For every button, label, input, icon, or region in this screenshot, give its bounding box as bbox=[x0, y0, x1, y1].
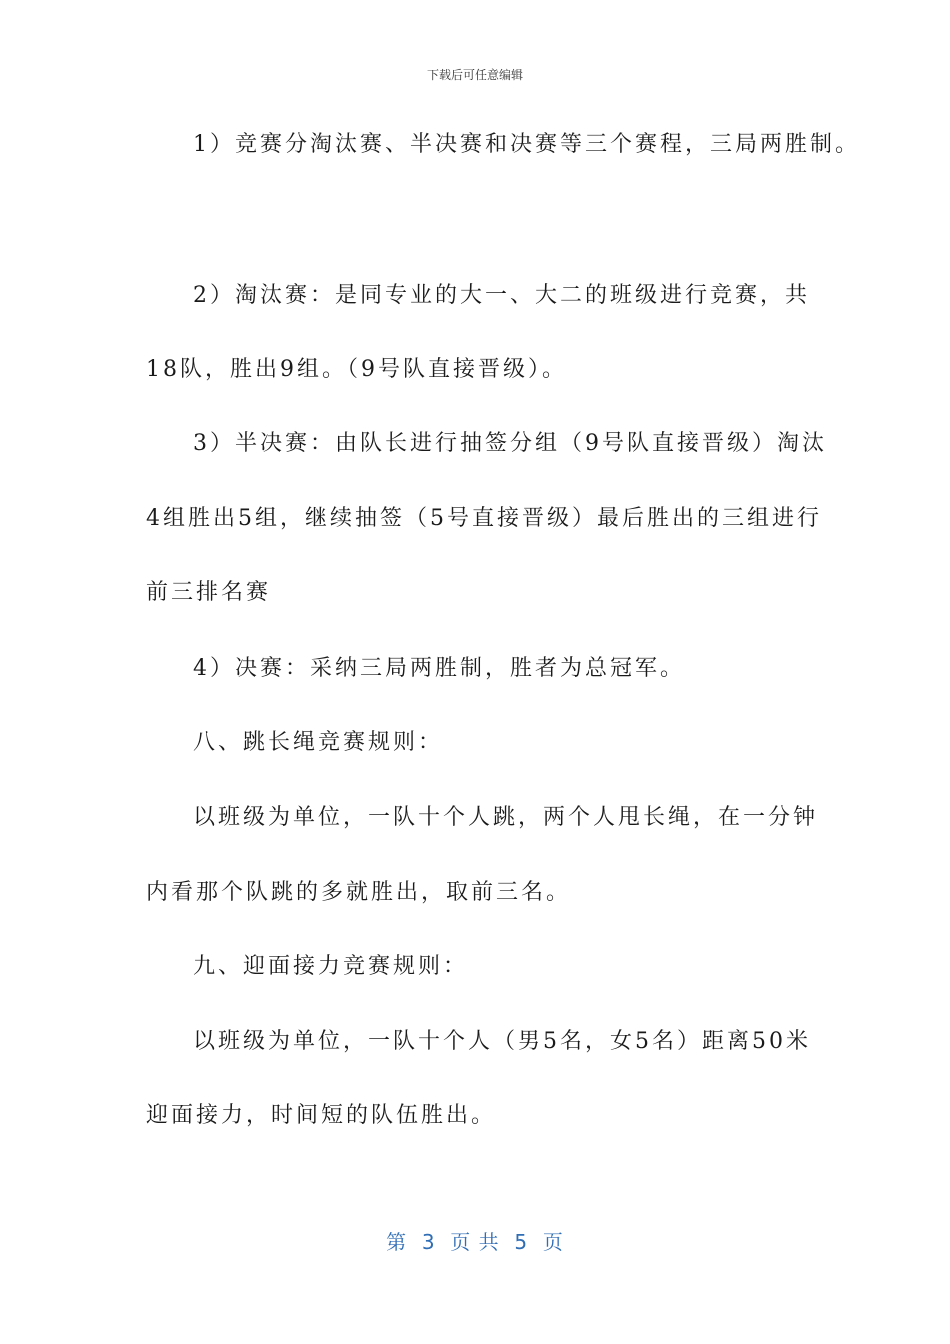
paragraph-line: 4）决赛：采纳三局两胜制，胜者为总冠军。 bbox=[193, 656, 685, 681]
paragraph-line: 1）竞赛分淘汰赛、半决赛和决赛等三个赛程，三局两胜制。 bbox=[193, 132, 860, 157]
section-heading: 八、跳长绳竞赛规则： bbox=[193, 730, 444, 755]
paragraph-line: 3）半决赛：由队长进行抽签分组（9号队直接晋级）淘汰 bbox=[193, 431, 827, 456]
paragraph-line: 以班级为单位，一队十个人（男5名，女5名）距离50米 bbox=[193, 1029, 811, 1054]
paragraph-line: 前三排名赛 bbox=[146, 580, 272, 605]
paragraph-line: 4组胜出5组，继续抽签（5号直接晋级）最后胜出的三组进行 bbox=[146, 506, 822, 531]
page-number-footer: 第 3 页 共 5 页 bbox=[386, 1230, 564, 1254]
paragraph-line: 18队，胜出9组。（9号队直接晋级）。 bbox=[146, 357, 567, 382]
paragraph-line: 2）淘汰赛：是同专业的大一、大二的班级进行竞赛，共 bbox=[193, 283, 810, 308]
page-header-note: 下载后可任意编辑 bbox=[426, 68, 523, 82]
paragraph-line: 迎面接力，时间短的队伍胜出。 bbox=[146, 1103, 497, 1128]
section-heading: 九、迎面接力竞赛规则： bbox=[193, 954, 469, 979]
paragraph-line: 内看那个队跳的多就胜出，取前三名。 bbox=[146, 880, 572, 905]
paragraph-line: 以班级为单位，一队十个人跳，两个人甩长绳，在一分钟 bbox=[193, 805, 819, 830]
